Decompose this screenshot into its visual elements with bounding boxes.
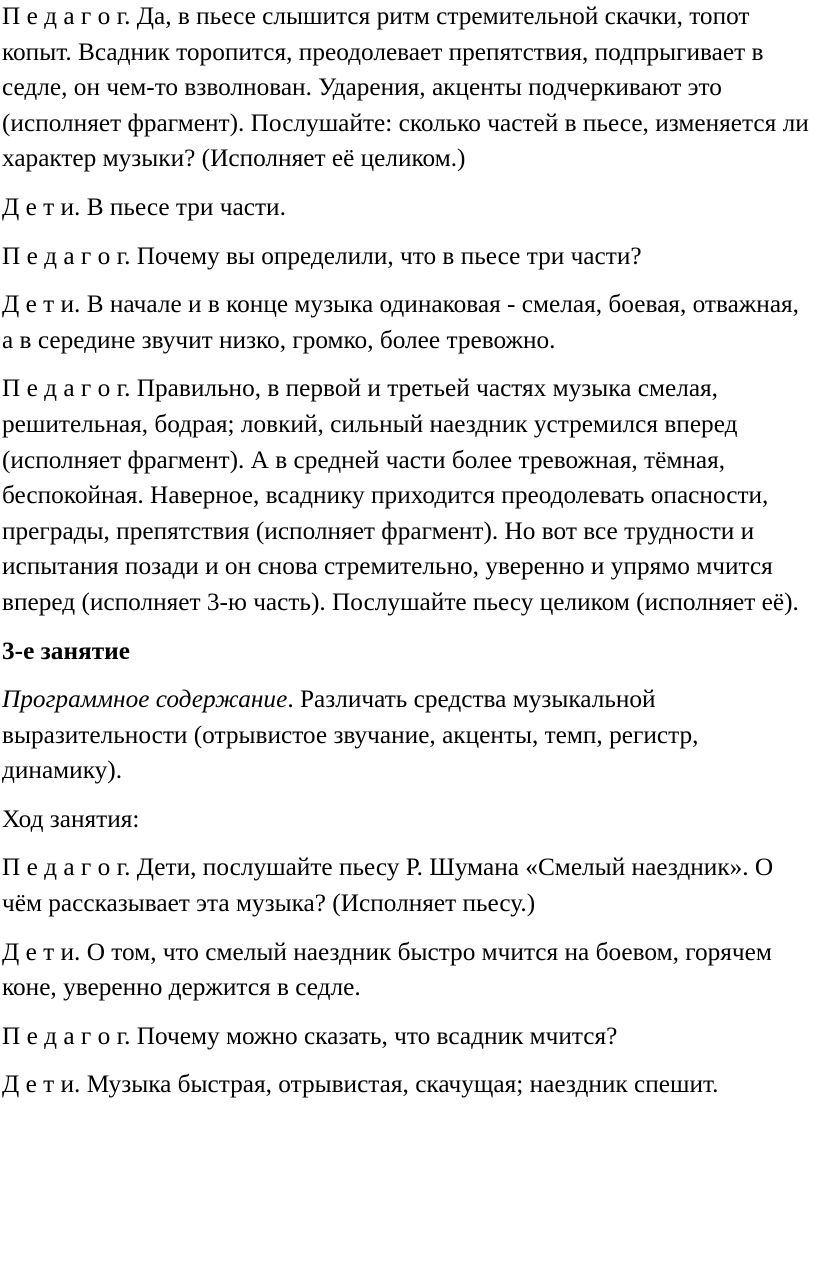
dialogue-text: Почему можно сказать, что всадник мчится?	[130, 1021, 618, 1050]
lesson-heading: 3-е занятие	[2, 636, 130, 665]
course-label: Ход занятия:	[2, 804, 140, 833]
paragraph-teacher-1	[2, 0, 810, 177]
dialogue-children-1	[2, 935, 810, 1006]
speaker-label: П е д а г о г.	[2, 241, 131, 270]
program-content	[2, 682, 810, 789]
paragraph-text: В начале и в конце музыка одинаковая - смелая, боевая, отважная, а в середине звучит низко, громко, более тревожно.	[2, 290, 800, 354]
paragraph-children-2	[2, 287, 810, 358]
speaker-label: П е д а г о г.	[2, 374, 131, 403]
paragraph-text: В пьесе три части.	[80, 192, 286, 221]
paragraph-teacher-2	[2, 239, 810, 275]
paragraph-children-1	[2, 190, 810, 226]
speaker-label: Д е т и.	[2, 290, 81, 319]
dialogue-text: Дети, послушайте пьесу Р. Шумана «Смелый наездник». О чём рассказывает эта музыка? (Исполняет пьесу.)	[2, 853, 774, 918]
dialogue-text: Музыка быстрая, отрывистая, скачущая; наездник спешит.	[80, 1070, 719, 1099]
dialogue-teacher-1	[2, 850, 810, 921]
program-label: Программное содержание	[2, 685, 288, 714]
paragraph-text: Почему вы определили, что в пьесе три части?	[130, 241, 642, 270]
speaker-label: Д е т и.	[2, 937, 81, 966]
dialogue-teacher-2	[2, 1019, 810, 1055]
program-text: . Различать средства музыкальной выразительности (отрывистое звучание, акценты, темп, регистр, динамику).	[2, 685, 699, 785]
dialogue-children-2	[2, 1067, 810, 1103]
speaker-label: П е д а г о г.	[2, 853, 131, 882]
dialogue-text: О том, что смелый наездник быстро мчится на боевом, горячем коне, уверенно держится в седле.	[2, 937, 772, 1002]
speaker-label: П е д а г о г.	[2, 2, 131, 30]
speaker-label: Д е т и.	[2, 1070, 81, 1099]
paragraph-text: Правильно, в первой и третьей частях музыка смелая, решительная, бодрая; ловкий, сильный наездник устремился вперед (исполняет фрагмент). А в средней части более тревожная, тёмная, беспокойная. Наверное, всаднику приходится преодолевать опасности, преграды, препятствия (исполняет фрагмент). Но вот все трудности и испытания позади и он снова стремительно, уверенно и упрямо мчится вперед (исполняет 3-ю часть). Послушайте пьесу целиком (исполняет её).	[2, 374, 799, 616]
paragraph-teacher-3	[2, 371, 810, 620]
paragraph-text: Да, в пьесе слышится ритм стремительной скачки, топот копыт. Всадник торопится, преодолевает препятствия, подпрыгивает в седле, он чем-то взволнован. Ударения, акценты подчеркивают это (исполняет фрагмент). Послушайте: сколько частей в пьесе, изменяется ли характер музыки? (Исполняет её целиком.)	[2, 2, 809, 173]
speaker-label: П е д а г о г.	[2, 1021, 131, 1050]
speaker-label: Д е т и.	[2, 192, 81, 221]
